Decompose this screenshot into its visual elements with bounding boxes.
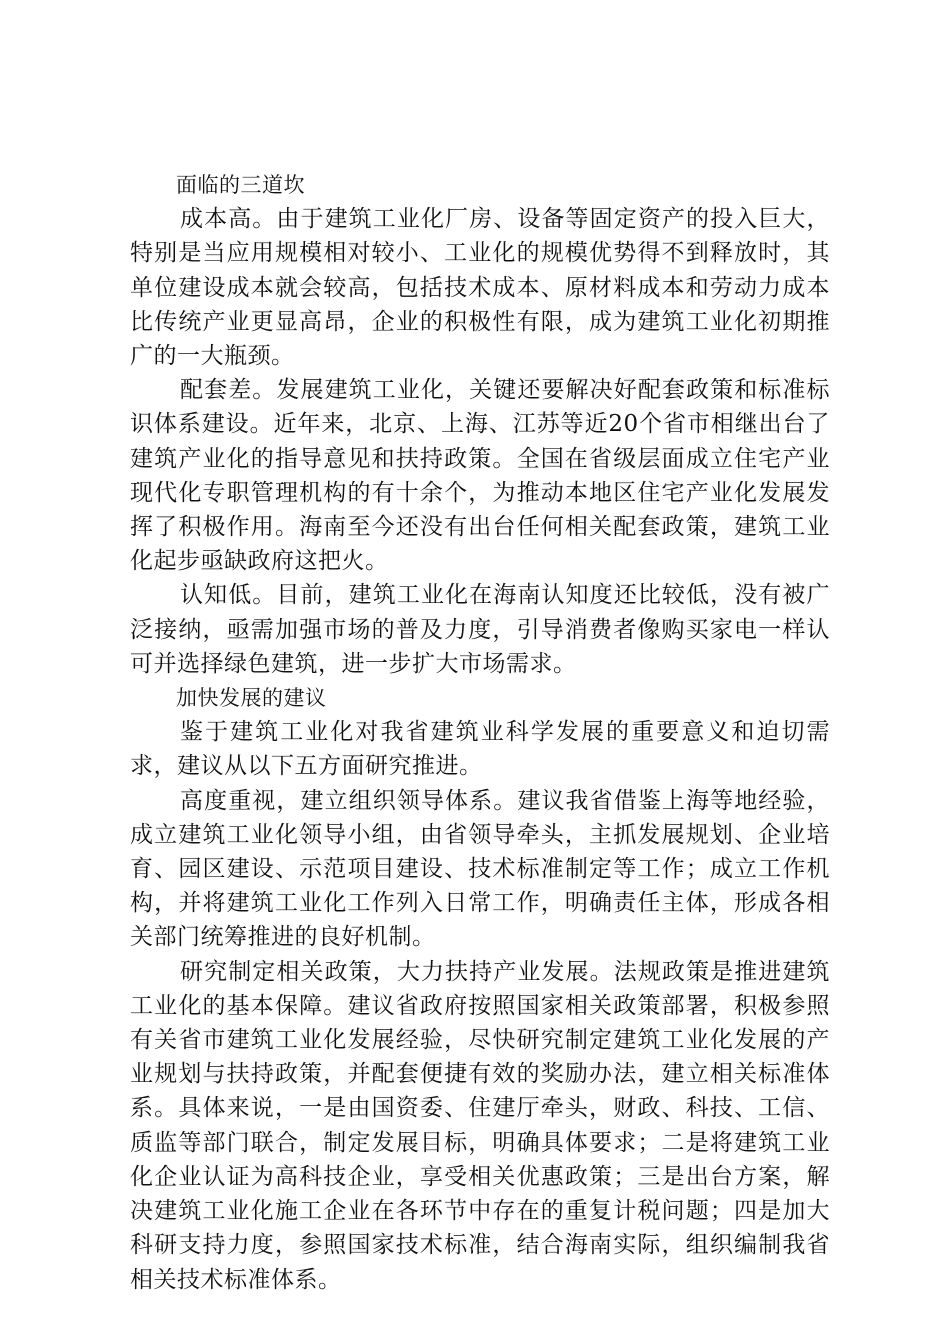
section-heading-challenges: 面临的三道坎 bbox=[176, 173, 305, 197]
paragraph-suggestions-intro: 鉴于建筑工业化对我省建筑业科学发展的重要意义和迫切需求，建议从以下五方面研究推进。 bbox=[130, 719, 830, 780]
paragraph-policy-support: 研究制定相关政策，大力扶持产业发展。法规政策是推进建筑工业化的基本保障。建议省政府按照国家相关政策部署，积极参照有关省市建筑工业化发展经验，尽快研究制定建筑工业化发展的产业规划与扶持政策，并配套便捷有效的奖励办法，建立相关标准体系。具体来说，一是由国资委、住建厅牵头，财政、科技、工信、质监等部门联合，制定发展目标，明确具体要求；二是将建筑工业化企业认证为高科技企业，享受相关优惠政策；三是出台方案，解决建筑工业化施工企业在各环节中存在的重复计税问题；四是加大科研支持力度，参照国家技术标准，结合海南实际，组织编制我省相关技术标准体系。 bbox=[130, 958, 830, 1293]
paragraph-leadership-system: 高度重视，建立组织领导体系。建议我省借鉴上海等地经验，成立建筑工业化领导小组，由省领导牵头，主抓发展规划、企业培育、园区建设、示范项目建设、技术标准制定等工作；成立工作机构，并将建筑工业化工作列入日常工作，明确责任主体，形成各相关部门统筹推进的良好机制。 bbox=[130, 787, 830, 951]
paragraph-low-awareness: 认知低。目前，建筑工业化在海南认知度还比较低，没有被广泛接纳，亟需加强市场的普及力度，引导消费者像购买家电一样认可并选择绿色建筑，进一步扩大市场需求。 bbox=[130, 582, 830, 677]
paragraph-high-cost: 成本高。由于建筑工业化厂房、设备等固定资产的投入巨大，特别是当应用规模相对较小、工业化的规模优势得不到释放时，其单位建设成本就会较高，包括技术成本、原材料成本和劳动力成本比传统产业更显高昂，企业的积极性有限，成为建筑工业化初期推广的一大瓶颈。 bbox=[130, 206, 830, 370]
paragraph-poor-support: 配套差。发展建筑工业化，关键还要解决好配套政策和标准标识体系建设。近年来，北京、上海、江苏等近20个省市相继出台了建筑产业化的指导意见和扶持政策。全国在省级层面成立住宅产业现代化专职管理机构的有十余个，为推动本地区住宅产业化发展发挥了积极作用。海南至今还没有出台任何相关配套政策，建筑工业化起步亟缺政府这把火。 bbox=[130, 377, 830, 575]
document-body bbox=[130, 168, 830, 1297]
section-heading-suggestions: 加快发展的建议 bbox=[176, 686, 327, 711]
